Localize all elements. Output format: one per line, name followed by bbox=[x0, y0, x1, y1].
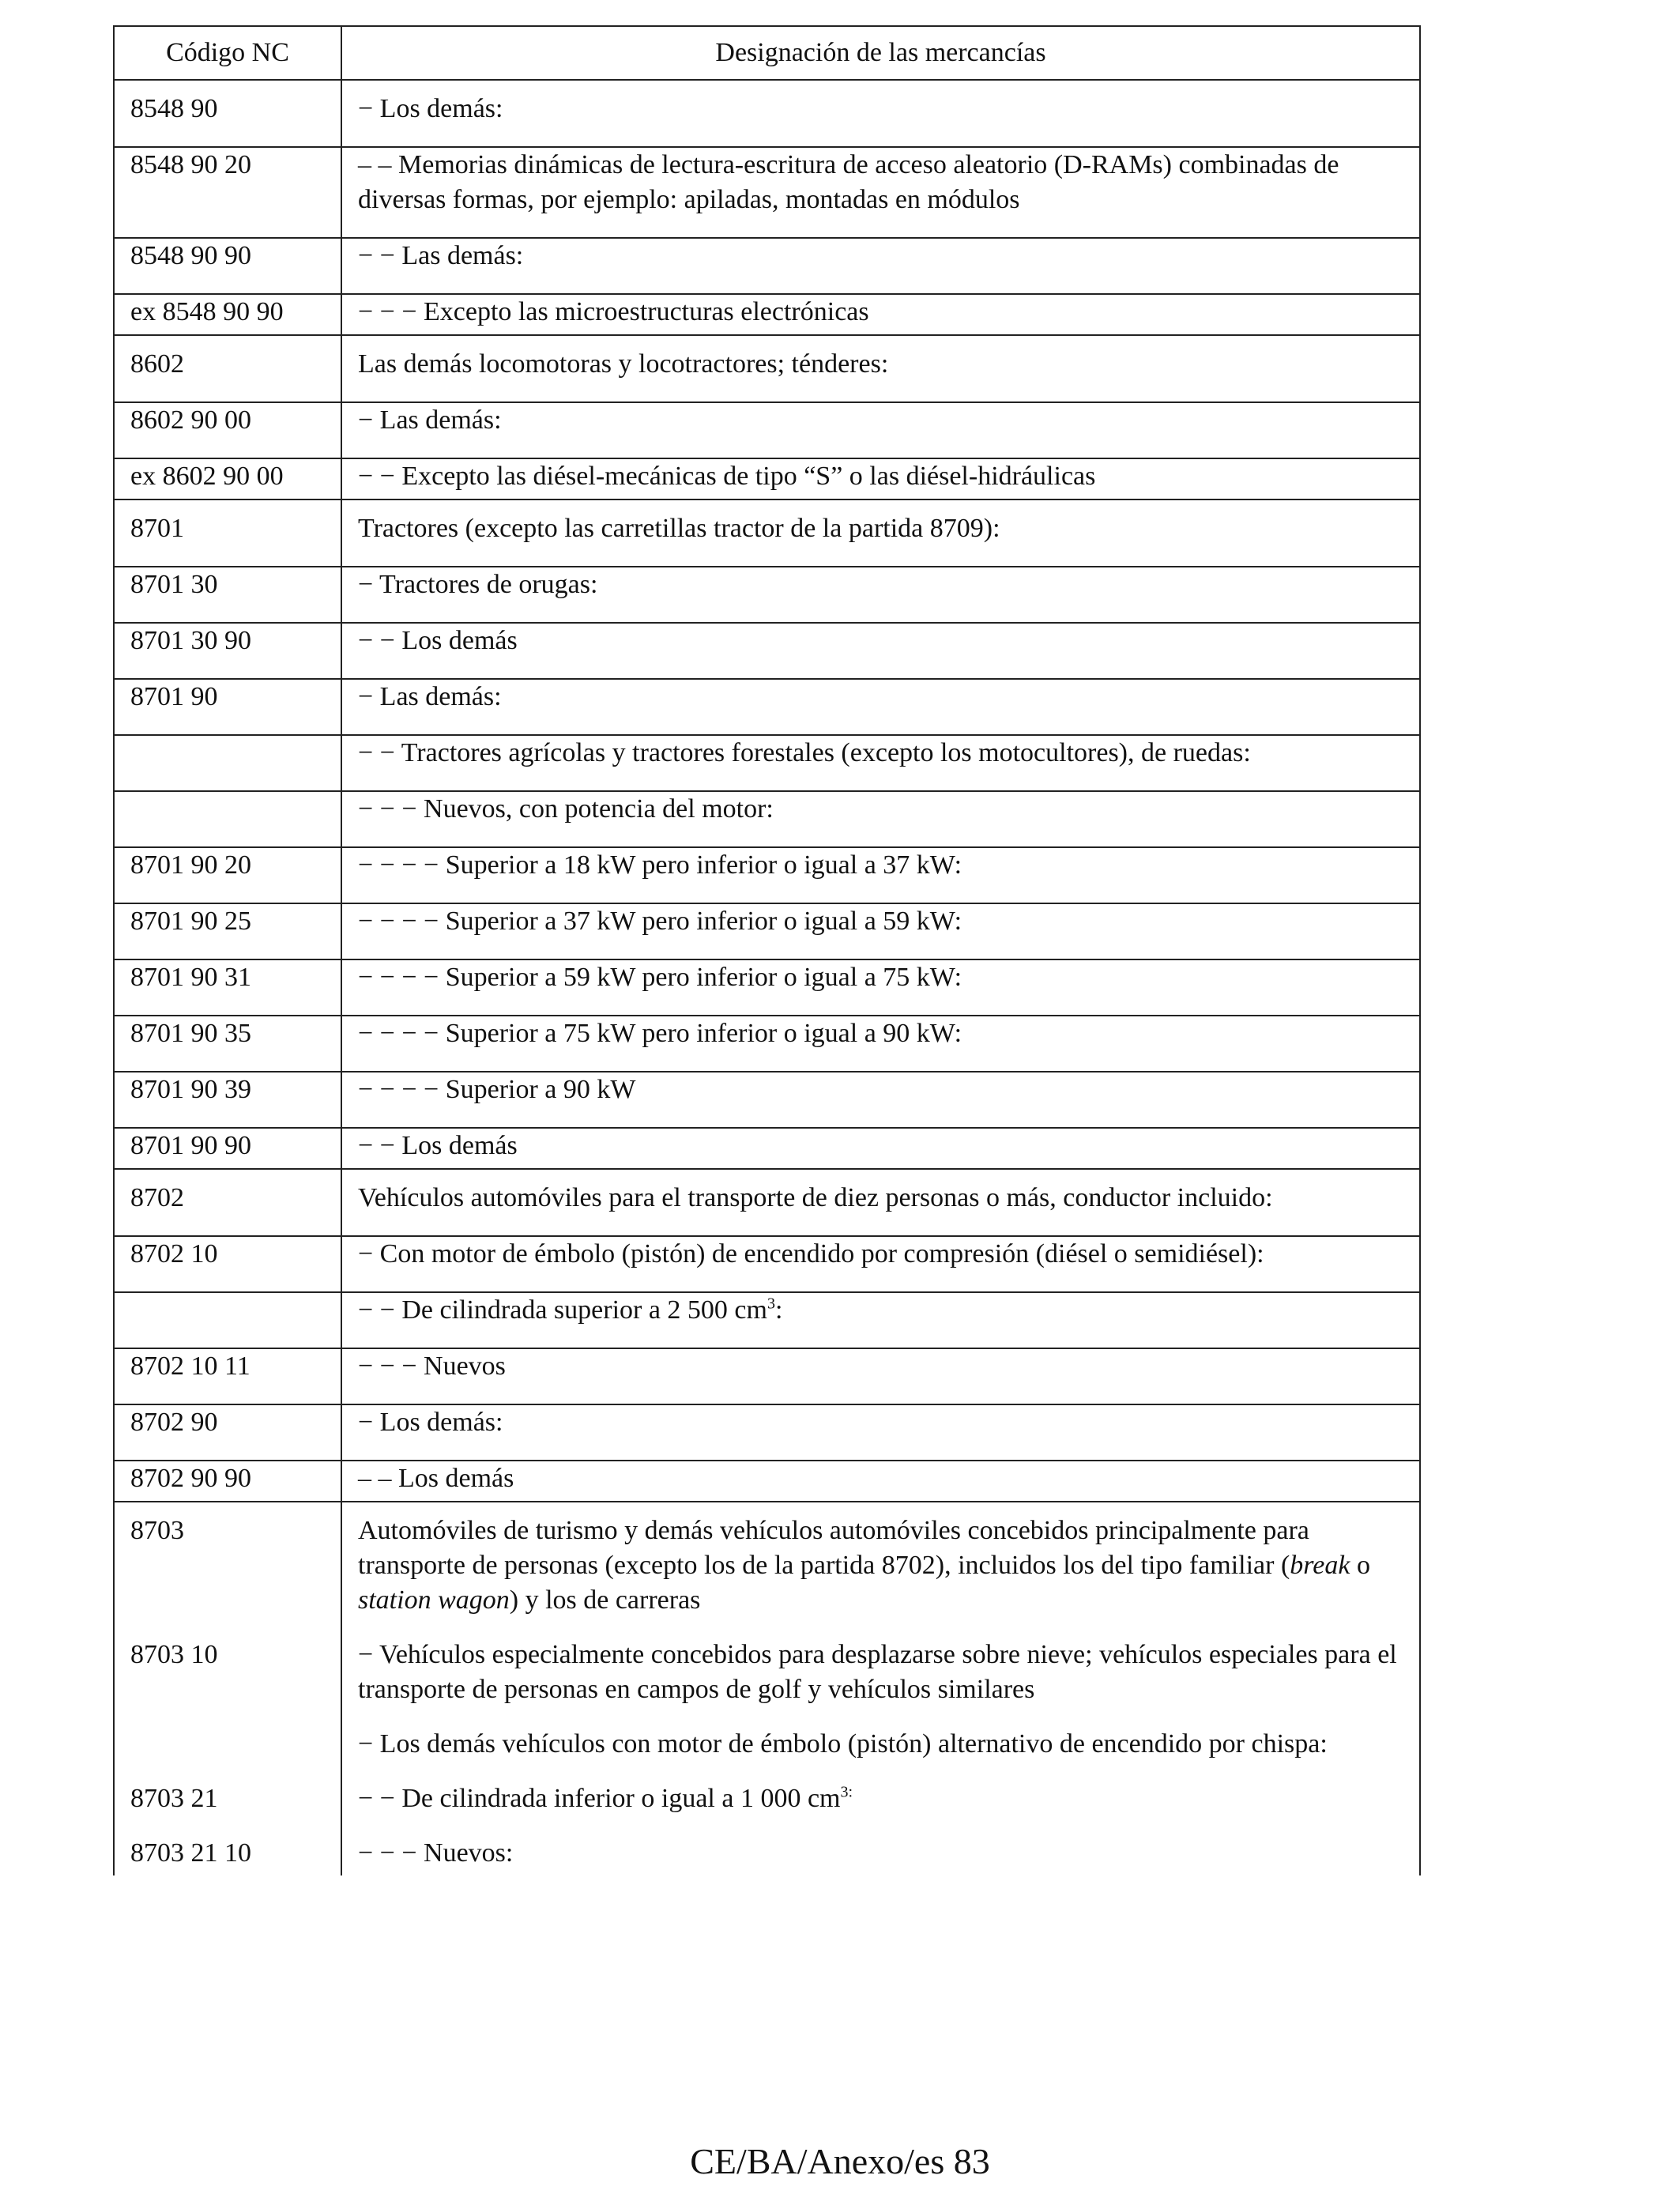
table-row bbox=[114, 1236, 1420, 1292]
table-row bbox=[114, 1727, 1420, 1781]
nc-code: ex 8548 90 90 bbox=[114, 294, 341, 335]
description-connector: o bbox=[1350, 1551, 1370, 1580]
nc-code: 8701 30 90 bbox=[114, 623, 341, 679]
nc-code: 8702 10 bbox=[114, 1236, 341, 1292]
table-group-8702 bbox=[114, 1169, 1420, 1502]
goods-description: − Los demás vehículos con motor de émbolo (pistón) alternativo de encendido por chispa: bbox=[341, 1727, 1420, 1781]
table-row bbox=[114, 959, 1420, 1016]
nc-code: 8701 90 90 bbox=[114, 1128, 341, 1169]
nc-code: 8701 30 bbox=[114, 567, 341, 623]
table-row bbox=[114, 679, 1420, 735]
description-text: − − De cilindrada inferior o igual a 1 000 cm bbox=[358, 1784, 841, 1813]
nc-code: 8602 90 00 bbox=[114, 402, 341, 458]
nc-code: 8548 90 bbox=[114, 80, 341, 147]
superscript: 3: bbox=[840, 1783, 853, 1801]
goods-description: − − − − Superior a 75 kW pero inferior o igual a 90 kW: bbox=[341, 1016, 1420, 1072]
table-row bbox=[114, 623, 1420, 679]
description-suffix: ) y los de carreras bbox=[509, 1585, 701, 1615]
goods-description: − Las demás: bbox=[341, 402, 1420, 458]
goods-description: − − − − Superior a 59 kW pero inferior o igual a 75 kW: bbox=[341, 959, 1420, 1016]
goods-description: − − − − Superior a 18 kW pero inferior o igual a 37 kW: bbox=[341, 847, 1420, 903]
description-text: − − De cilindrada superior a 2 500 cm bbox=[358, 1295, 767, 1325]
table-row bbox=[114, 147, 1420, 238]
table-row bbox=[114, 735, 1420, 791]
table-row bbox=[114, 1016, 1420, 1072]
goods-description: Las demás locomotoras y locotractores; ténderes: bbox=[341, 335, 1420, 402]
page-footer: CE/BA/Anexo/es 83 bbox=[690, 2141, 990, 2181]
table-row bbox=[114, 238, 1420, 294]
table-group-8701 bbox=[114, 499, 1420, 1169]
table-row bbox=[114, 335, 1420, 402]
table-row bbox=[114, 1781, 1420, 1836]
nc-code: 8703 21 10 bbox=[114, 1836, 341, 1875]
table-group-8703 bbox=[114, 1502, 1420, 1875]
table-row bbox=[114, 1638, 1420, 1727]
nc-code: 8701 90 35 bbox=[114, 1016, 341, 1072]
goods-description: − − Los demás bbox=[341, 623, 1420, 679]
goods-description: − Con motor de émbolo (pistón) de encendido por compresión (diésel o semidiésel): bbox=[341, 1236, 1420, 1292]
table-row bbox=[114, 458, 1420, 499]
table-group-8548 bbox=[114, 80, 1420, 335]
nc-code: 8701 90 bbox=[114, 679, 341, 735]
nc-code bbox=[114, 1727, 341, 1781]
nc-code: 8701 90 25 bbox=[114, 903, 341, 959]
tariff-code-table bbox=[113, 25, 1421, 1875]
nc-code bbox=[114, 791, 341, 847]
nc-code: 8701 90 31 bbox=[114, 959, 341, 1016]
nc-code: 8701 bbox=[114, 499, 341, 567]
goods-description: − Las demás: bbox=[341, 679, 1420, 735]
goods-description: Vehículos automóviles para el transporte de diez personas o más, conductor incluido: bbox=[341, 1169, 1420, 1236]
nc-code: 8703 21 bbox=[114, 1781, 341, 1836]
column-header-description: Designación de las mercancías bbox=[341, 26, 1420, 80]
italic-term-station-wagon: station wagon bbox=[358, 1585, 510, 1615]
goods-description: − − − Excepto las microestructuras electrónicas bbox=[341, 294, 1420, 335]
nc-code: 8701 90 20 bbox=[114, 847, 341, 903]
goods-description: − − Los demás bbox=[341, 1128, 1420, 1169]
goods-description: − − − Nuevos, con potencia del motor: bbox=[341, 791, 1420, 847]
table-row bbox=[114, 1169, 1420, 1236]
goods-description: − Los demás: bbox=[341, 1404, 1420, 1461]
description-suffix: : bbox=[774, 1295, 783, 1325]
goods-description: − Los demás: bbox=[341, 80, 1420, 147]
goods-description: − − Tractores agrícolas y tractores forestales (excepto los motocultores), de ruedas: bbox=[341, 735, 1420, 791]
italic-term-break: break bbox=[1290, 1551, 1350, 1580]
goods-description: − − − Nuevos bbox=[341, 1348, 1420, 1404]
goods-description: Tractores (excepto las carretillas tractor de la partida 8709): bbox=[341, 499, 1420, 567]
table-row bbox=[114, 1502, 1420, 1638]
nc-code: 8701 90 39 bbox=[114, 1072, 341, 1128]
nc-code: 8703 10 bbox=[114, 1638, 341, 1727]
goods-description: − − − Nuevos: bbox=[341, 1836, 1420, 1875]
description-text: Automóviles de turismo y demás vehículos automóviles concebidos principalmente para transporte de personas (excepto los de la partida 8702), incluidos los del tipo familiar ( bbox=[358, 1516, 1309, 1580]
nc-code: 8548 90 90 bbox=[114, 238, 341, 294]
goods-description: − Tractores de orugas: bbox=[341, 567, 1420, 623]
table-row bbox=[114, 294, 1420, 335]
nc-code bbox=[114, 735, 341, 791]
goods-description: − − − − Superior a 37 kW pero inferior o igual a 59 kW: bbox=[341, 903, 1420, 959]
goods-description: – – Memorias dinámicas de lectura-escritura de acceso aleatorio (D-RAMs) combinadas de diversas formas, por ejemplo: apiladas, montadas en módulos bbox=[341, 147, 1420, 238]
goods-description: − Vehículos especialmente concebidos para desplazarse sobre nieve; vehículos especiales para el transporte de personas en campos de golf y vehículos similares bbox=[341, 1638, 1420, 1727]
goods-description bbox=[341, 1781, 1420, 1836]
nc-code: 8702 10 11 bbox=[114, 1348, 341, 1404]
table-row bbox=[114, 791, 1420, 847]
table-row bbox=[114, 1128, 1420, 1169]
table-row bbox=[114, 1461, 1420, 1502]
nc-code: 8703 bbox=[114, 1502, 341, 1638]
goods-description: – – Los demás bbox=[341, 1461, 1420, 1502]
nc-code: 8548 90 20 bbox=[114, 147, 341, 238]
nc-code bbox=[114, 1292, 341, 1348]
goods-description bbox=[341, 1502, 1420, 1638]
table-row bbox=[114, 80, 1420, 147]
table-row bbox=[114, 1836, 1420, 1875]
nc-code: 8702 bbox=[114, 1169, 341, 1236]
superscript: 3 bbox=[767, 1295, 775, 1313]
goods-description: − − − − Superior a 90 kW bbox=[341, 1072, 1420, 1128]
goods-description: − − Las demás: bbox=[341, 238, 1420, 294]
nc-code: 8702 90 bbox=[114, 1404, 341, 1461]
goods-description bbox=[341, 1292, 1420, 1348]
column-header-code: Código NC bbox=[114, 26, 341, 80]
nc-code: ex 8602 90 00 bbox=[114, 458, 341, 499]
table-row bbox=[114, 903, 1420, 959]
nc-code: 8602 bbox=[114, 335, 341, 402]
table-row bbox=[114, 847, 1420, 903]
table-group-8602 bbox=[114, 335, 1420, 499]
table-row bbox=[114, 567, 1420, 623]
table-row bbox=[114, 1292, 1420, 1348]
table-row bbox=[114, 1404, 1420, 1461]
table-row bbox=[114, 1348, 1420, 1404]
nc-code: 8702 90 90 bbox=[114, 1461, 341, 1502]
table-header bbox=[114, 26, 1420, 80]
table-row bbox=[114, 402, 1420, 458]
table-row bbox=[114, 1072, 1420, 1128]
table-row bbox=[114, 499, 1420, 567]
goods-description: − − Excepto las diésel-mecánicas de tipo “S” o las diésel-hidráulicas bbox=[341, 458, 1420, 499]
